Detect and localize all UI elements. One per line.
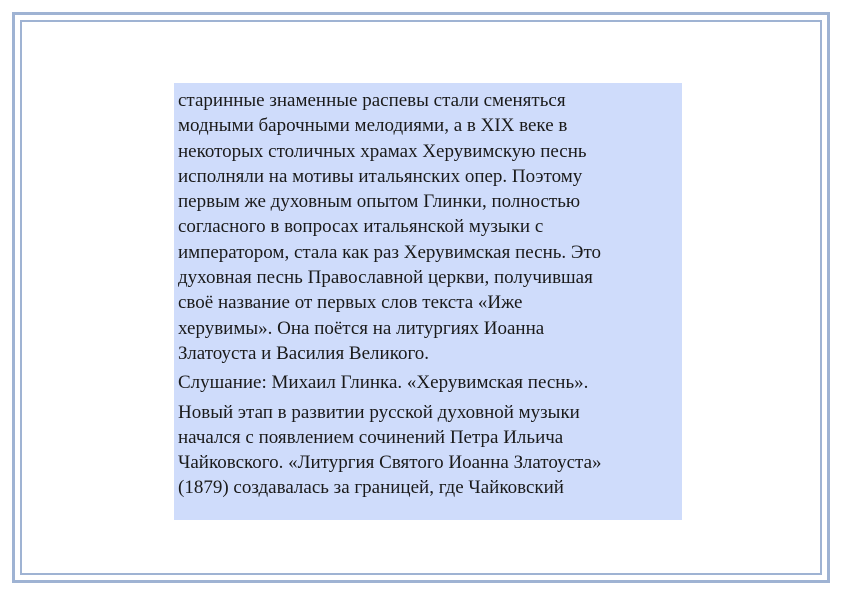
text-line: Слушание: Михаил Глинка. «Херувимская песнь». [178, 372, 589, 394]
text-block [174, 83, 682, 520]
text-line: Чайковского. «Литургия Святого Иоанна Златоуста» [178, 452, 602, 474]
text-line: старинные знаменные распевы стали сменяться [178, 90, 566, 111]
text-line: согласного в вопросах итальянской музыки с [178, 216, 544, 238]
paragraph-glinka [178, 88, 678, 366]
text-line: духовная песнь Православной церкви, получившая [178, 267, 593, 289]
text-line: первым же духовным опытом Глинки, полностью [178, 191, 581, 213]
text-line: Златоуста и Василия Великого. [178, 342, 430, 364]
text-line: (1879) создавалась за границей, где Чайковский [178, 477, 564, 499]
paragraph-tchaikovsky [178, 400, 678, 501]
text-line: императором, стала как раз Херувимская песнь. Это [178, 241, 602, 263]
paragraph-listening [178, 370, 678, 395]
text-line: модными барочными мелодиями, а в XIX веке в [178, 115, 568, 137]
text-line: исполняли на мотивы итальянских опер. Поэтому [178, 165, 583, 187]
text-line: своё название от первых слов текста «Иже [178, 292, 523, 314]
text-line: херувимы». Она поётся на литургиях Иоанна [178, 317, 545, 339]
text-line: Новый этап в развитии русской духовной музыки [178, 401, 580, 423]
text-line: начался с появлением сочинений Петра Ильича [178, 426, 564, 448]
text-line: некоторых столичных храмах Херувимскую песнь [178, 140, 587, 162]
